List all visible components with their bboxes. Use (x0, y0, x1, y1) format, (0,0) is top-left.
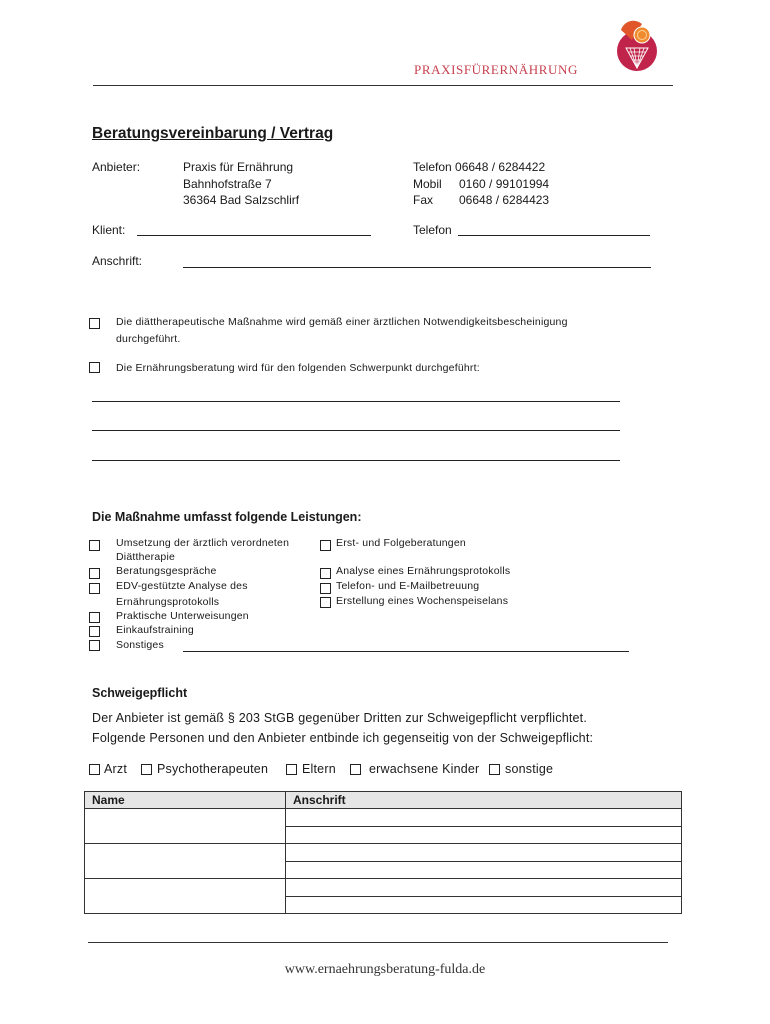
service-label: Umsetzung der ärztlich verordneten (116, 537, 290, 549)
checkbox-service[interactable] (89, 568, 100, 579)
client-address-field[interactable] (183, 267, 651, 268)
client-label: Klient: (92, 223, 126, 237)
client-phone-field[interactable] (458, 235, 650, 236)
checkbox-service[interactable] (89, 540, 100, 551)
address-cell[interactable] (286, 896, 682, 914)
name-cell[interactable] (85, 809, 286, 844)
checkbox-service[interactable] (320, 568, 331, 579)
provider-label: Anbieter: (92, 160, 141, 174)
name-cell[interactable] (85, 879, 286, 914)
table-row (85, 809, 682, 827)
brand-name: PRAXISFÜRERNÄHRUNG (414, 62, 578, 77)
person-label: sonstige (505, 762, 554, 776)
client-phone-label: Telefon (413, 223, 452, 237)
checkbox-service-other[interactable] (89, 640, 100, 651)
confidentiality-text-1: Der Anbieter ist gemäß § 203 StGB gegenüber Dritten zur Schweigepflicht verpflichtet. (92, 711, 588, 725)
service-label: Analyse eines Ernährungsprotokolls (336, 565, 511, 577)
column-address: Anschrift (286, 792, 682, 809)
service-label: Praktische Unterweisungen (116, 610, 249, 622)
service-label: Telefon- und E-Mailbetreuung (336, 580, 480, 592)
provider-name: Praxis für Ernährung (183, 160, 294, 174)
name-cell[interactable] (85, 844, 286, 879)
fruit-whisk-logo-icon (612, 18, 658, 74)
service-label: EDV-gestützte Analyse des (116, 580, 248, 592)
provider-phone: Telefon 06648 / 6284422 (413, 160, 546, 174)
checkbox-parents[interactable] (286, 764, 297, 775)
footer-url[interactable]: www.ernaehrungsberatung-fulda.de (284, 962, 486, 977)
confidentiality-heading: Schweigepflicht (92, 686, 188, 700)
service-label: Erst- und Folgeberatungen (336, 537, 466, 549)
table-row (85, 844, 682, 862)
checkbox-doctor-certificate[interactable] (89, 318, 100, 329)
provider-mobile: 0160 / 99101994 (459, 177, 550, 191)
checkbox-adult-children[interactable] (350, 764, 361, 775)
address-cell[interactable] (286, 844, 682, 862)
address-cell[interactable] (286, 809, 682, 827)
client-name-field[interactable] (137, 235, 371, 236)
checkbox-service[interactable] (320, 597, 331, 608)
table-row (85, 879, 682, 897)
option-doctor-certificate-text: Die diättherapeutische Maßnahme wird gemäß einer ärztlichen Notwendigkeitsbescheinigung (116, 316, 568, 328)
footer-divider (88, 942, 668, 943)
column-name: Name (85, 792, 286, 809)
persons-table (84, 791, 682, 914)
person-label: Arzt (104, 762, 128, 776)
focus-line-2[interactable] (92, 430, 620, 431)
option-focus-topic-text: Die Ernährungsberatung wird für den folgenden Schwerpunkt durchgeführt: (116, 362, 480, 374)
option-doctor-certificate-text-2: durchgeführt. (116, 333, 181, 345)
person-label: Psychotherapeuten (157, 762, 269, 776)
service-label-other: Sonstiges (116, 639, 164, 651)
provider-street: Bahnhofstraße 7 (183, 177, 272, 191)
service-label: Beratungsgespräche (116, 565, 217, 577)
confidentiality-text-2: Folgende Personen und den Anbieter entbinde ich gegenseitig von der Schweigepflicht: (92, 731, 594, 745)
provider-city: 36364 Bad Salzschlirf (183, 193, 300, 207)
service-label: Erstellung eines Wochenspeiselans (336, 595, 509, 607)
checkbox-service[interactable] (89, 612, 100, 623)
checkbox-doctor[interactable] (89, 764, 100, 775)
person-label: Eltern (302, 762, 336, 776)
person-label: erwachsene Kinder (369, 762, 480, 776)
header-divider (93, 85, 673, 86)
checkbox-psychotherapist[interactable] (141, 764, 152, 775)
checkbox-focus-topic[interactable] (89, 362, 100, 373)
address-cell[interactable] (286, 826, 682, 844)
client-address-label: Anschrift: (92, 254, 143, 268)
address-cell[interactable] (286, 861, 682, 879)
checkbox-service[interactable] (320, 583, 331, 594)
checkbox-other[interactable] (489, 764, 500, 775)
provider-mobile-label: Mobil (413, 177, 442, 191)
service-label: Einkaufstraining (116, 624, 194, 636)
checkbox-service[interactable] (89, 583, 100, 594)
service-other-field[interactable] (183, 651, 629, 652)
table-header-row (85, 792, 682, 809)
focus-line-1[interactable] (92, 401, 620, 402)
service-label: Ernährungsprotokolls (116, 596, 220, 608)
checkbox-service[interactable] (320, 540, 331, 551)
provider-fax-label: Fax (413, 193, 434, 207)
service-label: Diättherapie (116, 551, 176, 563)
services-heading: Die Maßnahme umfasst folgende Leistungen: (92, 510, 362, 524)
provider-fax: 06648 / 6284423 (459, 193, 550, 207)
focus-line-3[interactable] (92, 460, 620, 461)
page-title: Beratungsvereinbarung / Vertrag (92, 125, 334, 142)
address-cell[interactable] (286, 879, 682, 897)
checkbox-service[interactable] (89, 626, 100, 637)
